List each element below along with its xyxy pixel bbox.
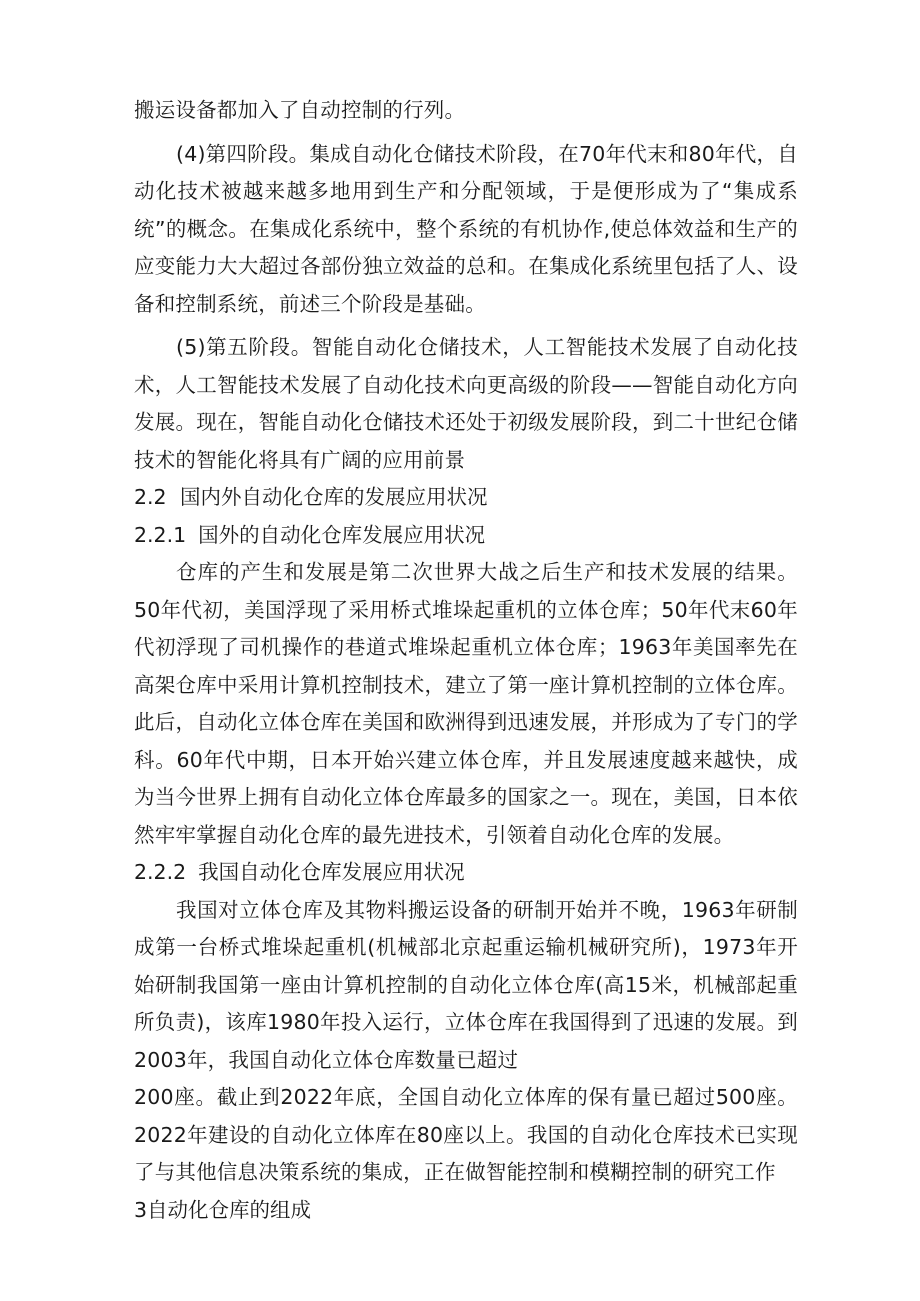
section-number: 2.2.1: [134, 522, 187, 547]
paragraph-continuation: 搬运设备都加入了自动控制的行列。: [134, 98, 466, 122]
section-heading-2-2-2: [134, 854, 798, 892]
paragraph-domestic-status-continued: 200座。截止到2022年底，全国自动化立体库的保有量已超过500座。2022年建设的自动化立体库在80座以上。我国的自动化仓库技术已实现了与其他信息决策系统的集成，正在做智能控制和模糊控制的研究工作: [134, 1085, 798, 1184]
section-title: 我国自动化仓库发展应用状况: [198, 860, 465, 884]
section-heading-2-2-1: [134, 517, 798, 555]
paragraph-stage-four: (4)第四阶段。集成自动化仓储技术阶段，在70年代末和80年代，自动化技术被越来越多地用到生产和分配领域，于是便形成为了“集成系统”的概念。在集成化系统中，整个系统的有机协作,使总体效益和生产的应变能力大大超过各部份独立效益的总和。在集成化系统里包括了人、设备和控制系统，前述三个阶段是基础。: [134, 141, 798, 316]
section-title: 国内外自动化仓库的发展应用状况: [180, 485, 488, 509]
section-number: 2.2: [134, 485, 167, 509]
paragraph-stage-five: (5)第五阶段。智能自动化仓储技术，人工智能技术发展了自动化技术，人工智能技术发展了自动化技术向更高级的阶段——智能自动化方向发展。现在，智能自动化仓储技术还处于初级发展阶段，到二十世纪仓储技术的智能化将具有广阔的应用前景: [134, 335, 798, 472]
section-number: 2.2.2: [134, 860, 187, 884]
paragraph-domestic-status: 我国对立体仓库及其物料搬运设备的研制开始并不晚，1963年研制成第一台桥式堆垛起重机(机械部北京起重运输机械研究所)，1973年开始研制我国第一座由计算机控制的自动化立体仓库(高15米，机械部起重所负责)，该库1980年投入运行，立体仓库在我国得到了迅速的发展。到2003年，我国自动化立体仓库数量已超过: [134, 897, 798, 1072]
document-body: [134, 92, 798, 1229]
section-title: 国外的自动化仓库发展应用状况: [198, 522, 486, 547]
section-heading-2-2: [134, 479, 798, 517]
section-heading-3: 3自动化仓库的组成: [134, 1197, 312, 1222]
paragraph-foreign-status: 仓库的产生和发展是第二次世界大战之后生产和技术发展的结果。50年代初，美国浮现了采用桥式堆垛起重机的立体仓库；50年代末60年代初浮现了司机操作的巷道式堆垛起重机立体仓库；1963年美国率先在高架仓库中采用计算机控制技术，建立了第一座计算机控制的立体仓库。此后，自动化立体仓库在美国和欧洲得到迅速发展，并形成为了专门的学科。60年代中期，日本开始兴建立体仓库，并且发展速度越来越快，成为当今世界上拥有自动化立体仓库最多的国家之一。现在，美国，日本依然牢牢掌握自动化仓库的最先进技术，引领着自动化仓库的发展。: [134, 560, 798, 847]
